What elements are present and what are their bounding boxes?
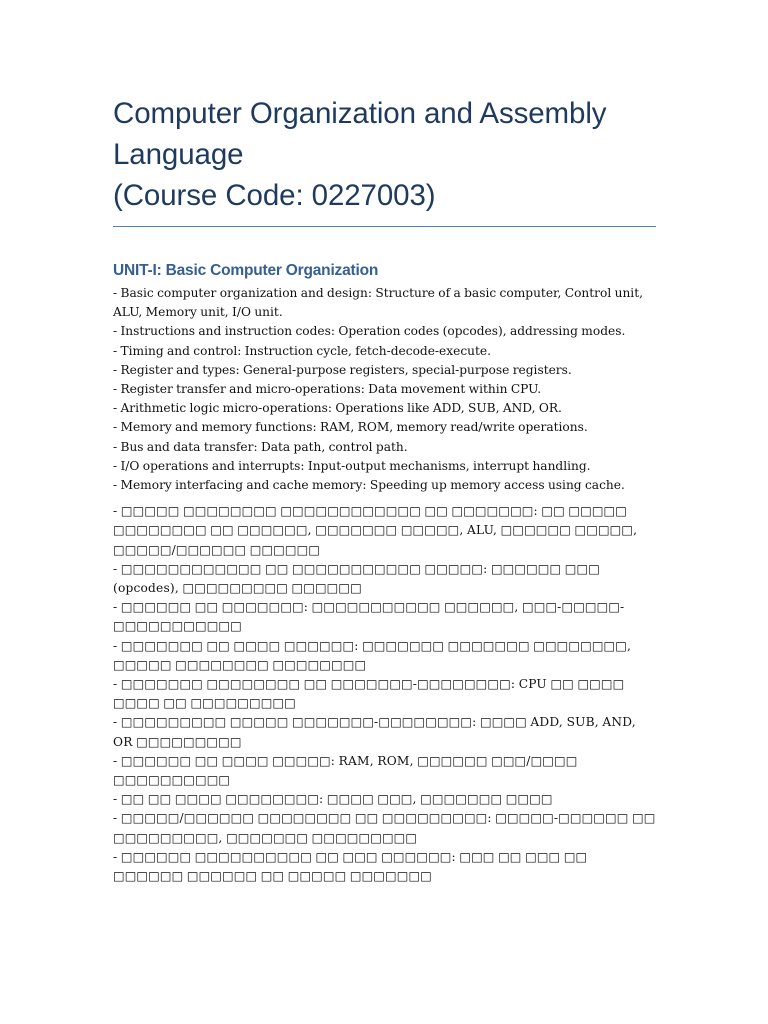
title-line-2: Language <box>113 138 244 171</box>
english-list-item: - Memory and memory functions: RAM, ROM, memory read/write operations. <box>113 420 588 435</box>
english-list-item: - Basic computer organization and design: Structure of a basic computer, Control unit, ALU, Memory unit, I/O unit. <box>113 286 643 320</box>
hindi-list-item: - □□□□□□ □□ □□□□ □□□□□: RAM, ROM, □□□□□□ □□□/□□□□ □□□□□□□□□□ <box>113 753 578 788</box>
hindi-list-item: - □□□□□/□□□□□□ □□□□□□□□ □□ □□□□□□□□□: □□□□□-□□□□□□ □□ □□□□□□□□□, □□□□□□□ □□□□□□□□□ <box>113 811 656 845</box>
english-topic-list <box>113 284 656 495</box>
english-list-item: - Bus and data transfer: Data path, control path. <box>113 439 408 454</box>
unit-heading: UNIT-I: Basic Computer Organization <box>113 262 379 279</box>
english-list-item: - Arithmetic logic micro-operations: Operations like ADD, SUB, AND, OR. <box>113 401 562 416</box>
title-line-3: (Course Code: 0227003) <box>113 179 436 212</box>
hindi-list-item: - □□□□□□□ □□□□□□□□ □□ □□□□□□□-□□□□□□□□: CPU □□ □□□□ □□□□ □□ □□□□□□□□□ <box>113 677 625 711</box>
hindi-list-item: - □□□□□ □□□□□□□□ □□□□□□□□□□□□ □□ □□□□□□□: □□ □□□□□ □□□□□□□□ □□ □□□□□□, □□□□□□□ □□□□□, ALU, □□□□□□ □□□□□, □□□□□/□□□□□□ □□□□□□ <box>113 504 638 557</box>
hindi-list-item: - □□□□□□ □□□□□□□□□□ □□ □□□ □□□□□□: □□□ □□ □□□ □□ □□□□□□ □□□□□□ □□ □□□□□ □□□□□□□ <box>113 849 588 884</box>
hindi-list-item: - □□□□□□□□□□□□ □□ □□□□□□□□□□□ □□□□□: □□□□□□ □□□ (opcodes), □□□□□□□□□ □□□□□□ <box>113 561 600 596</box>
english-list-item: - Register and types: General-purpose registers, special-purpose registers. <box>113 362 572 377</box>
title-divider <box>113 226 656 227</box>
english-list-item: - Register transfer and micro-operations: Data movement within CPU. <box>113 382 542 397</box>
hindi-list-item: - □□□□□□ □□ □□□□□□□: □□□□□□□□□□□ □□□□□□, □□□-□□□□□-□□□□□□□□□□□ <box>113 600 625 634</box>
document-title <box>113 93 656 216</box>
hindi-list-item: - □□□□□□□ □□ □□□□ □□□□□□: □□□□□□□ □□□□□□□ □□□□□□□□, □□□□□ □□□□□□□□ □□□□□□□□ <box>113 638 632 672</box>
english-list-item: - Memory interfacing and cache memory: Speeding up memory access using cache. <box>113 478 625 493</box>
hindi-list-item: - □□□□□□□□□ □□□□□ □□□□□□□-□□□□□□□□: □□□□ ADD, SUB, AND, OR □□□□□□□□□ <box>113 715 636 749</box>
title-line-1: Computer Organization and Assembly <box>113 97 607 130</box>
hindi-list-item: - □□ □□ □□□□ □□□□□□□□: □□□□ □□□, □□□□□□□ □□□□ <box>113 792 553 807</box>
english-list-item: - Instructions and instruction codes: Operation codes (opcodes), addressing modes. <box>113 324 626 339</box>
english-list-item: - I/O operations and interrupts: Input-output mechanisms, interrupt handling. <box>113 458 591 473</box>
document-page <box>113 93 656 886</box>
hindi-topic-list <box>113 502 656 886</box>
english-list-item: - Timing and control: Instruction cycle, fetch-decode-execute. <box>113 343 491 358</box>
